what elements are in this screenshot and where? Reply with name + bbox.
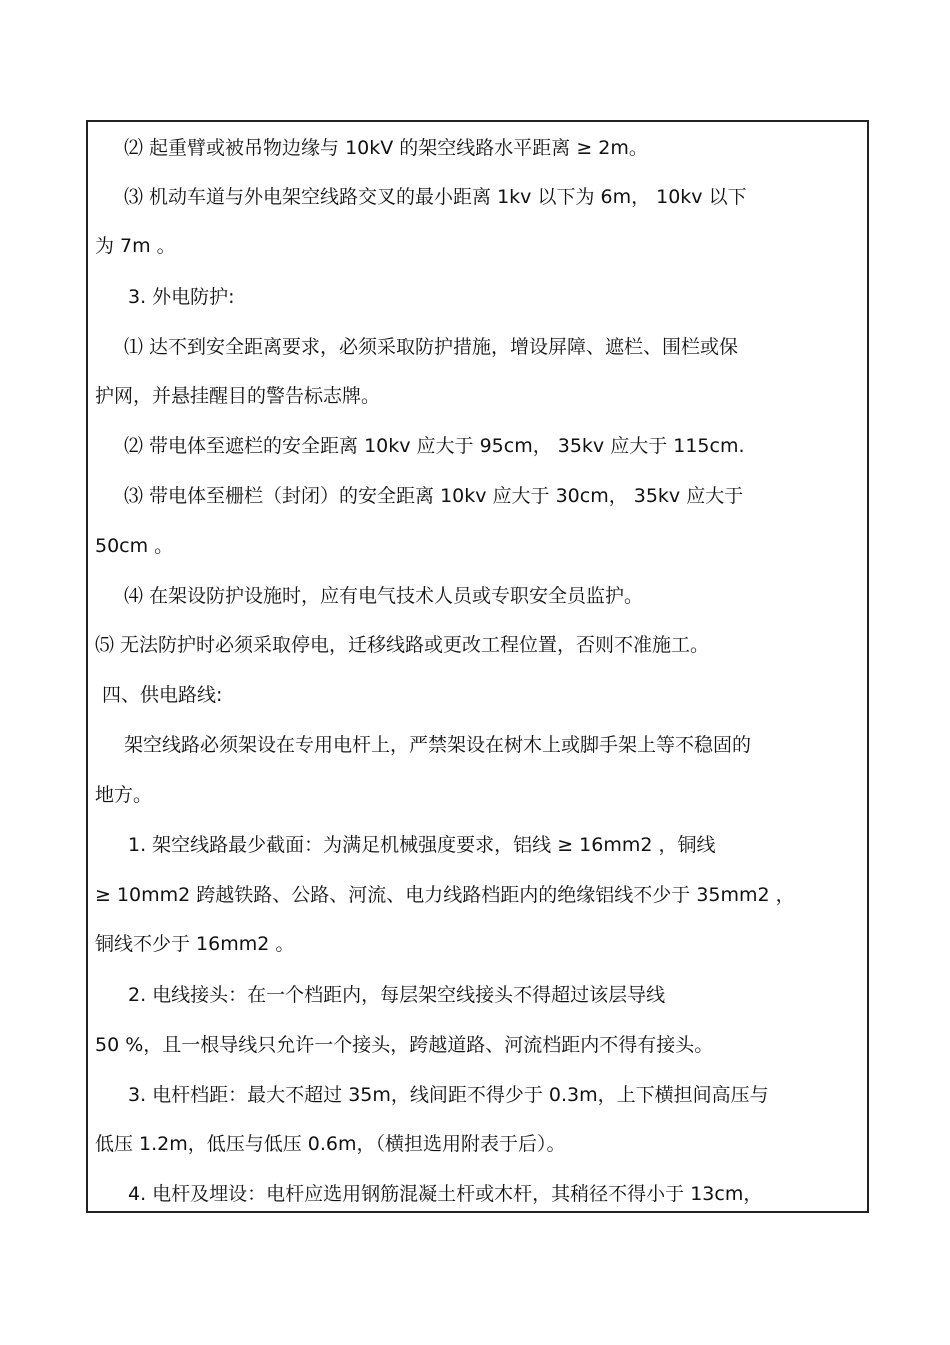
text-line-7: ⑵ 带电体至遮栏的安全距离 10kv 应大于 95cm， 35kv 应大于 115cm. xyxy=(124,435,745,457)
text-line-1: ⑵ 起重臂或被吊物边缘与 10kV 的架空线路水平距离 ≥ 2m。 xyxy=(124,137,648,159)
text-line-6: 护网，并悬挂醒目的警告标志牌。 xyxy=(95,385,381,407)
text-line-18: 2. 电线接头：在一个档距内，每层架空线接头不得超过该层导线 xyxy=(128,984,666,1006)
document-frame xyxy=(86,120,869,1213)
text-line-9: 50cm 。 xyxy=(95,535,174,557)
text-line-2: ⑶ 机动车道与外电架空线路交叉的最小距离 1kv 以下为 6m， 10kv 以下 xyxy=(124,186,747,208)
text-line-10: ⑷ 在架设防护设施时，应有电气技术人员或专职安全员监护。 xyxy=(124,585,644,607)
text-line-8: ⑶ 带电体至栅栏（封闭）的安全距离 10kv 应大于 30cm， 35kv 应大于 xyxy=(124,485,744,507)
text-line-4: 3. 外电防护: xyxy=(128,286,235,308)
text-line-22: 4. 电杆及埋设：电杆应选用钢筋混凝土杆或木杆，其稍径不得小于 13cm， xyxy=(128,1183,763,1205)
text-line-15: 1. 架空线路最少截面：为满足机械强度要求，铝线 ≥ 16mm2 ，铜线 xyxy=(128,834,716,856)
text-line-13: 架空线路必须架设在专用电杆上，严禁架设在树木上或脚手架上等不稳固的 xyxy=(124,734,752,756)
text-line-14: 地方。 xyxy=(95,784,153,806)
text-line-5: ⑴ 达不到安全距离要求，必须采取防护措施，增设屏障、遮栏、围栏或保 xyxy=(124,336,739,358)
text-line-17: 铜线不少于 16mm2 。 xyxy=(95,933,295,955)
text-line-16: ≥ 10mm2 跨越铁路、公路、河流、电力线路档距内的绝缘铝线不少于 35mm2 ， xyxy=(95,884,795,906)
text-line-19: 50 %，且一根导线只允许一个接头，跨越道路、河流档距内不得有接头。 xyxy=(95,1034,714,1056)
text-line-20: 3. 电杆档距：最大不超过 35m，线间距不得少于 0.3m，上下横担间高压与 xyxy=(128,1084,769,1106)
text-line-12: 四、供电路线: xyxy=(102,684,223,706)
text-line-3: 为 7m 。 xyxy=(95,235,176,257)
text-line-11: ⑸ 无法防护时必须采取停电，迁移线路或更改工程位置，否则不准施工。 xyxy=(95,634,710,656)
text-line-21: 低压 1.2m，低压与低压 0.6m，（横担选用附表于后）。 xyxy=(95,1133,566,1155)
